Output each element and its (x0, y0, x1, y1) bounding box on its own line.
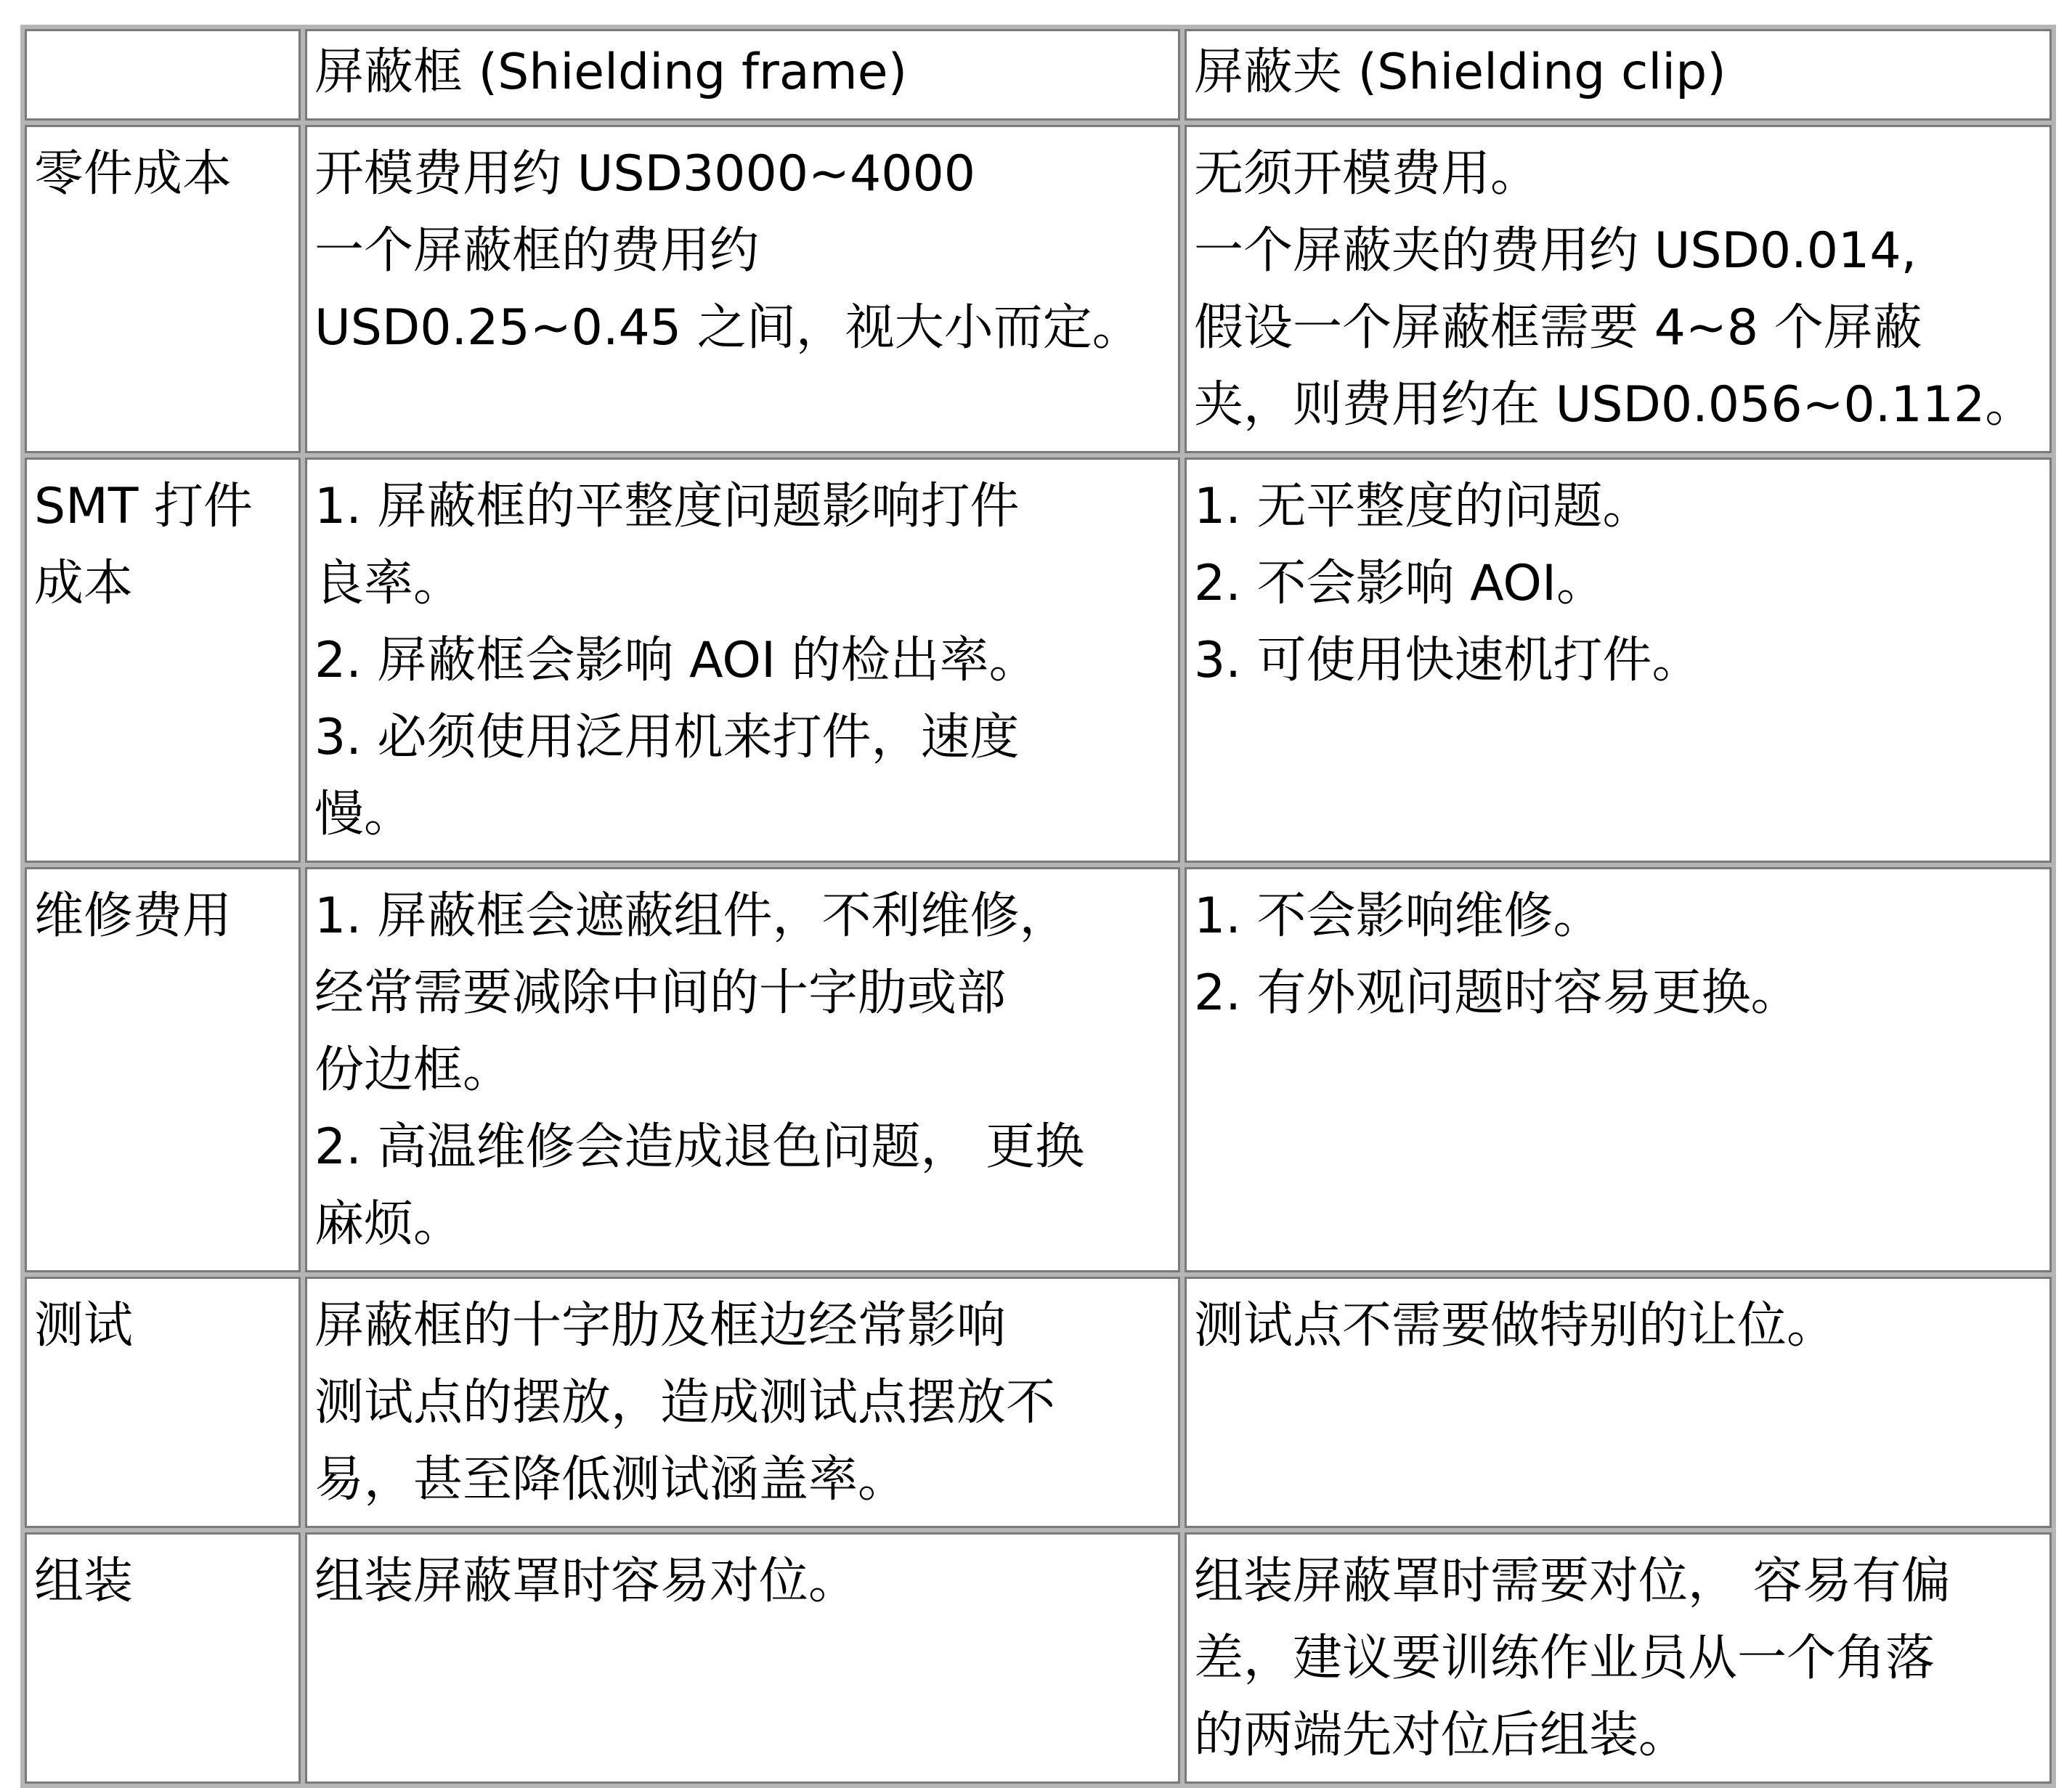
label-text-line: 组装 (34, 1553, 134, 1610)
header-clip-cell (1185, 29, 2052, 121)
frame-text-line: 份边框。 (314, 1041, 513, 1099)
clip-cell (1185, 1532, 2052, 1784)
label-text-line: 测试 (34, 1297, 134, 1354)
table-row (25, 125, 2052, 453)
clip-cell (1185, 125, 2052, 453)
row-label-cell (25, 458, 301, 863)
label-text-line: SMT 打件 (34, 478, 253, 535)
frame-text-line: 经常需要减除中间的十字肋或部 (314, 964, 1007, 1022)
frame-cell (305, 458, 1180, 863)
row-label-cell (25, 1277, 301, 1528)
row-label-cell (25, 1532, 301, 1784)
clip-text-line: 组装屏蔽罩时需要对位， 容易有偏 (1194, 1553, 1951, 1610)
row-label-cell (25, 867, 301, 1272)
clip-text-line: 2. 有外观问题时容易更换。 (1194, 964, 1800, 1022)
row-label-cell (25, 125, 301, 453)
clip-text-line: 一个屏蔽夹的费用约 USD0.014, (1194, 222, 1917, 280)
frame-text-line: 屏蔽框的十字肋及框边经常影响 (314, 1297, 1007, 1354)
frame-text-line: 测试点的摆放，造成测试点摆放不 (314, 1374, 1056, 1431)
clip-text-line: 1. 不会影响维修。 (1194, 887, 1603, 945)
label-text-line: 维修费用 (34, 887, 232, 945)
frame-text-line: 开模费用约 USD3000~4000 (314, 145, 975, 203)
header-frame: 屏蔽框 (Shielding frame) (314, 44, 908, 101)
frame-text-line: 1. 屏蔽框会遮蔽组件，不利维修， (314, 887, 1069, 945)
clip-text-line: 差，建议要训练作业员从一个角落 (1194, 1630, 1935, 1687)
clip-cell (1185, 867, 2052, 1272)
table-row (25, 458, 2052, 863)
table-row (25, 1532, 2052, 1784)
clip-text-line: 假设一个屏蔽框需要 4~8 个屏蔽 (1194, 299, 1922, 357)
header-frame-cell (305, 29, 1180, 121)
clip-text-line: 夹，则费用约在 USD0.056~0.112。 (1194, 376, 2035, 434)
frame-text-line: USD0.25~0.45 之间，视大小而定。 (314, 299, 1142, 357)
frame-cell (305, 867, 1180, 1272)
frame-text-line: 2. 高温维修会造成退色问题， 更换 (314, 1118, 1085, 1176)
header-corner-cell (25, 29, 301, 121)
frame-text-line: 易，甚至降低测试涵盖率。 (314, 1451, 908, 1508)
clip-cell (1185, 1277, 2052, 1528)
label-text-line: 成本 (34, 555, 134, 612)
clip-text-line: 无须开模费用。 (1194, 145, 1540, 203)
frame-cell (305, 125, 1180, 453)
frame-cell (305, 1277, 1180, 1528)
frame-text-line: 麻烦。 (314, 1195, 463, 1253)
frame-text-line: 2. 屏蔽框会影响 AOI 的检出率。 (314, 632, 1039, 689)
frame-text-line: 一个屏蔽框的费用约 (314, 222, 760, 280)
clip-text-line: 3. 可使用快速机打件。 (1194, 632, 1702, 689)
clip-text-line: 2. 不会影响 AOI。 (1194, 555, 1606, 612)
frame-text-line: 组装屏蔽罩时容易对位。 (314, 1553, 858, 1610)
frame-text-line: 良率。 (314, 555, 463, 612)
clip-text-line: 1. 无平整度的问题。 (1194, 478, 1652, 535)
frame-text-line: 1. 屏蔽框的平整度问题影响打件 (314, 478, 1020, 535)
clip-text-line: 的两端先对位后组装。 (1194, 1707, 1689, 1764)
label-text-line: 零件成本 (34, 145, 232, 203)
frame-text-line: 慢。 (314, 786, 414, 843)
frame-cell (305, 1532, 1180, 1784)
comparison-table (20, 25, 2056, 1788)
table-row (25, 867, 2052, 1272)
header-clip: 屏蔽夹 (Shielding clip) (1194, 44, 1726, 101)
header-row (25, 29, 2052, 121)
frame-text-line: 3. 必须使用泛用机来打件，速度 (314, 709, 1020, 766)
table-row (25, 1277, 2052, 1528)
clip-cell (1185, 458, 2052, 863)
clip-text-line: 测试点不需要做特别的让位。 (1194, 1297, 1837, 1354)
